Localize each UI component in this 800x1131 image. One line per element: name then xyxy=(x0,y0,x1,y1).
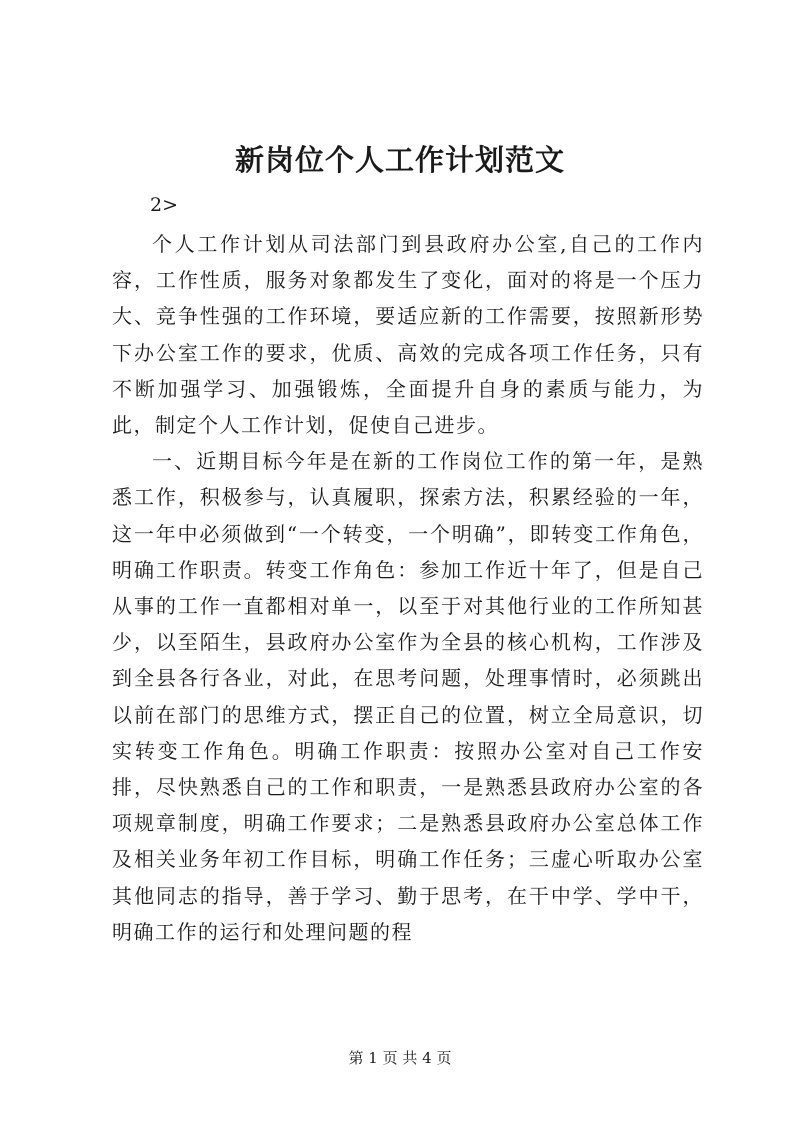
document-subtitle: 2> xyxy=(150,194,179,216)
page-footer: 第 1 页 共 4 页 xyxy=(348,1049,452,1067)
document-title: 新岗位个人工作计划范文 xyxy=(234,143,565,177)
paragraph-1: 个人工作计划从司法部门到县政府办公室,自己的工作内容，工作性质，服务对象都发生了变化，面对的将是一个压力大、竞争性强的工作环境，要适应新的工作需要，按照新形势下办公室工作的要求，优质、高效的完成各项工作任务，只有不断加强学习、加强锻炼，全面提升自身的素质与能力，为此，制定个人工作计划，促使自己进步。 xyxy=(112,232,704,438)
document-body xyxy=(112,226,704,950)
paragraph-2: 一、近期目标今年是在新的工作岗位工作的第一年，是熟悉工作，积极参与，认真履职，探索方法，积累经验的一年，这一年中必须做到“一个转变，一个明确”，即转变工作角色，明确工作职责。转变工作角色：参加工作近十年了，但是自己从事的工作一直都相对单一，以至于对其他行业的工作所知甚少，以至陌生，县政府办公室作为全县的核心机构，工作涉及到全县各行各业，对此，在思考问题，处理事情时，必须跳出以前在部门的思维方式，摆正自己的位置，树立全局意识，切实转变工作角色。明确工作职责：按照办公室对自己工作安排，尽快熟悉自己的工作和职责，一是熟悉县政府办公室的各项规章制度，明确工作要求；二是熟悉县政府办公室总体工作及相关业务年初工作目标，明确工作任务；三虚心听取办公室其他同志的指导，善于学习、勤于思考，在干中学、学中干，明确工作的运行和处理问题的程 xyxy=(112,449,704,944)
